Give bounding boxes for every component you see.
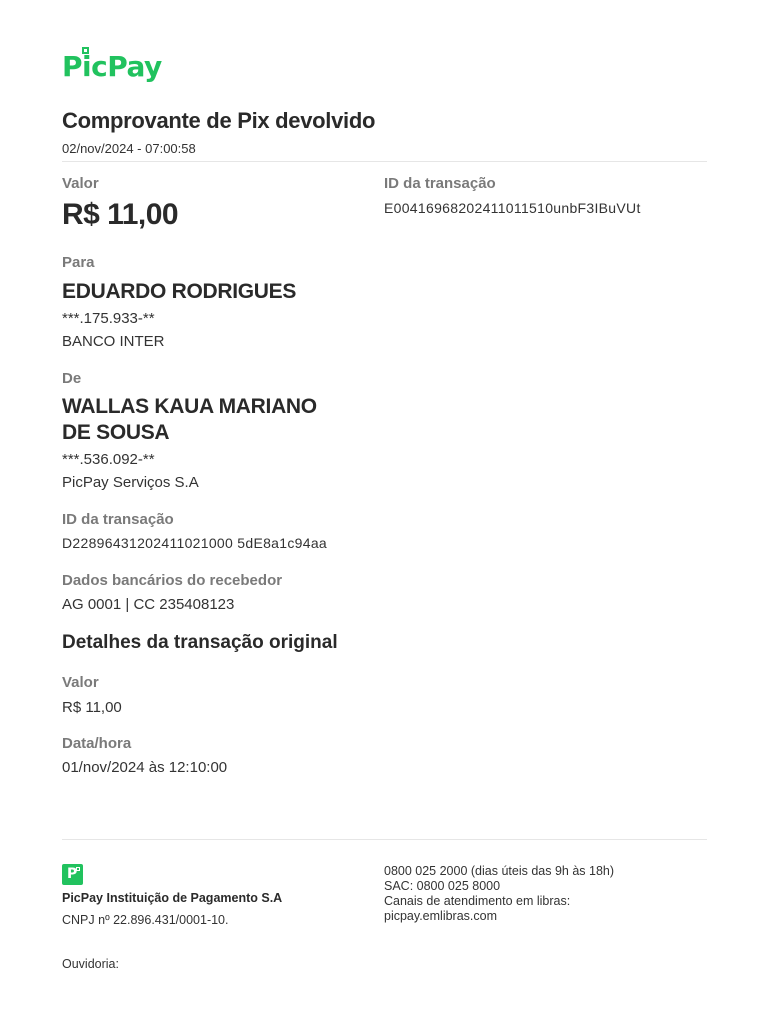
sender-bank: PicPay Serviços S.A	[62, 474, 199, 491]
footer-sac: SAC: 0800 025 8000	[384, 879, 501, 893]
footer-company: PicPay Instituição de Pagamento S.A	[62, 891, 283, 905]
logo-square-icon	[82, 47, 89, 54]
footer-libras-label: Canais de atendimento em libras:	[384, 894, 571, 908]
logo-text: PicPay	[62, 50, 162, 83]
amount-value: R$ 11,00	[62, 198, 179, 231]
footer-phone: 0800 025 2000 (dias úteis das 9h às 18h)	[384, 864, 615, 878]
return-transaction-id-label: ID da transação	[62, 511, 174, 528]
sender-name-line1: WALLAS KAUA MARIANO	[62, 395, 317, 418]
original-datahora-label: Data/hora	[62, 735, 132, 752]
recipient-document: ***.175.933-**	[62, 310, 155, 327]
para-label: Para	[62, 254, 95, 271]
receipt-datetime: 02/nov/2024 - 07:00:58	[62, 141, 196, 156]
footer-contact	[384, 864, 684, 924]
footer-divider	[62, 839, 707, 840]
recipient-bank-data-value: AG 0001 | CC 235408123	[62, 596, 235, 613]
transaction-id-value: E00416968202411011510unbF3IBuVUt	[384, 200, 641, 216]
return-transaction-id-value: D22896431202411021000 5dE8a1c94aa	[62, 535, 327, 551]
original-valor-label: Valor	[62, 674, 99, 691]
recipient-bank-data-label: Dados bancários do recebedor	[62, 572, 283, 589]
picpay-logo	[62, 46, 172, 86]
valor-label: Valor	[62, 175, 99, 192]
footer-ouvidoria: Ouvidoria:	[62, 957, 119, 971]
page-title: Comprovante de Pix devolvido	[62, 108, 376, 133]
footer-cnpj: CNPJ nº 22.896.431/0001-10.	[62, 913, 229, 927]
original-valor-value: R$ 11,00	[62, 699, 122, 716]
sender-document: ***.536.092-**	[62, 451, 155, 468]
transaction-id-label: ID da transação	[384, 175, 496, 192]
recipient-bank: BANCO INTER	[62, 333, 165, 350]
footer-libras-url[interactable]: picpay.emlibras.com	[384, 909, 498, 923]
original-datahora-value: 01/nov/2024 às 12:10:00	[62, 759, 228, 776]
sender-name-line2: DE SOUSA	[62, 421, 170, 444]
de-label: De	[62, 370, 82, 387]
picpay-small-logo-icon: P	[62, 864, 83, 885]
recipient-name: EDUARDO RODRIGUES	[62, 280, 297, 303]
header-divider	[62, 161, 707, 162]
original-transaction-heading: Detalhes da transação original	[62, 632, 338, 653]
